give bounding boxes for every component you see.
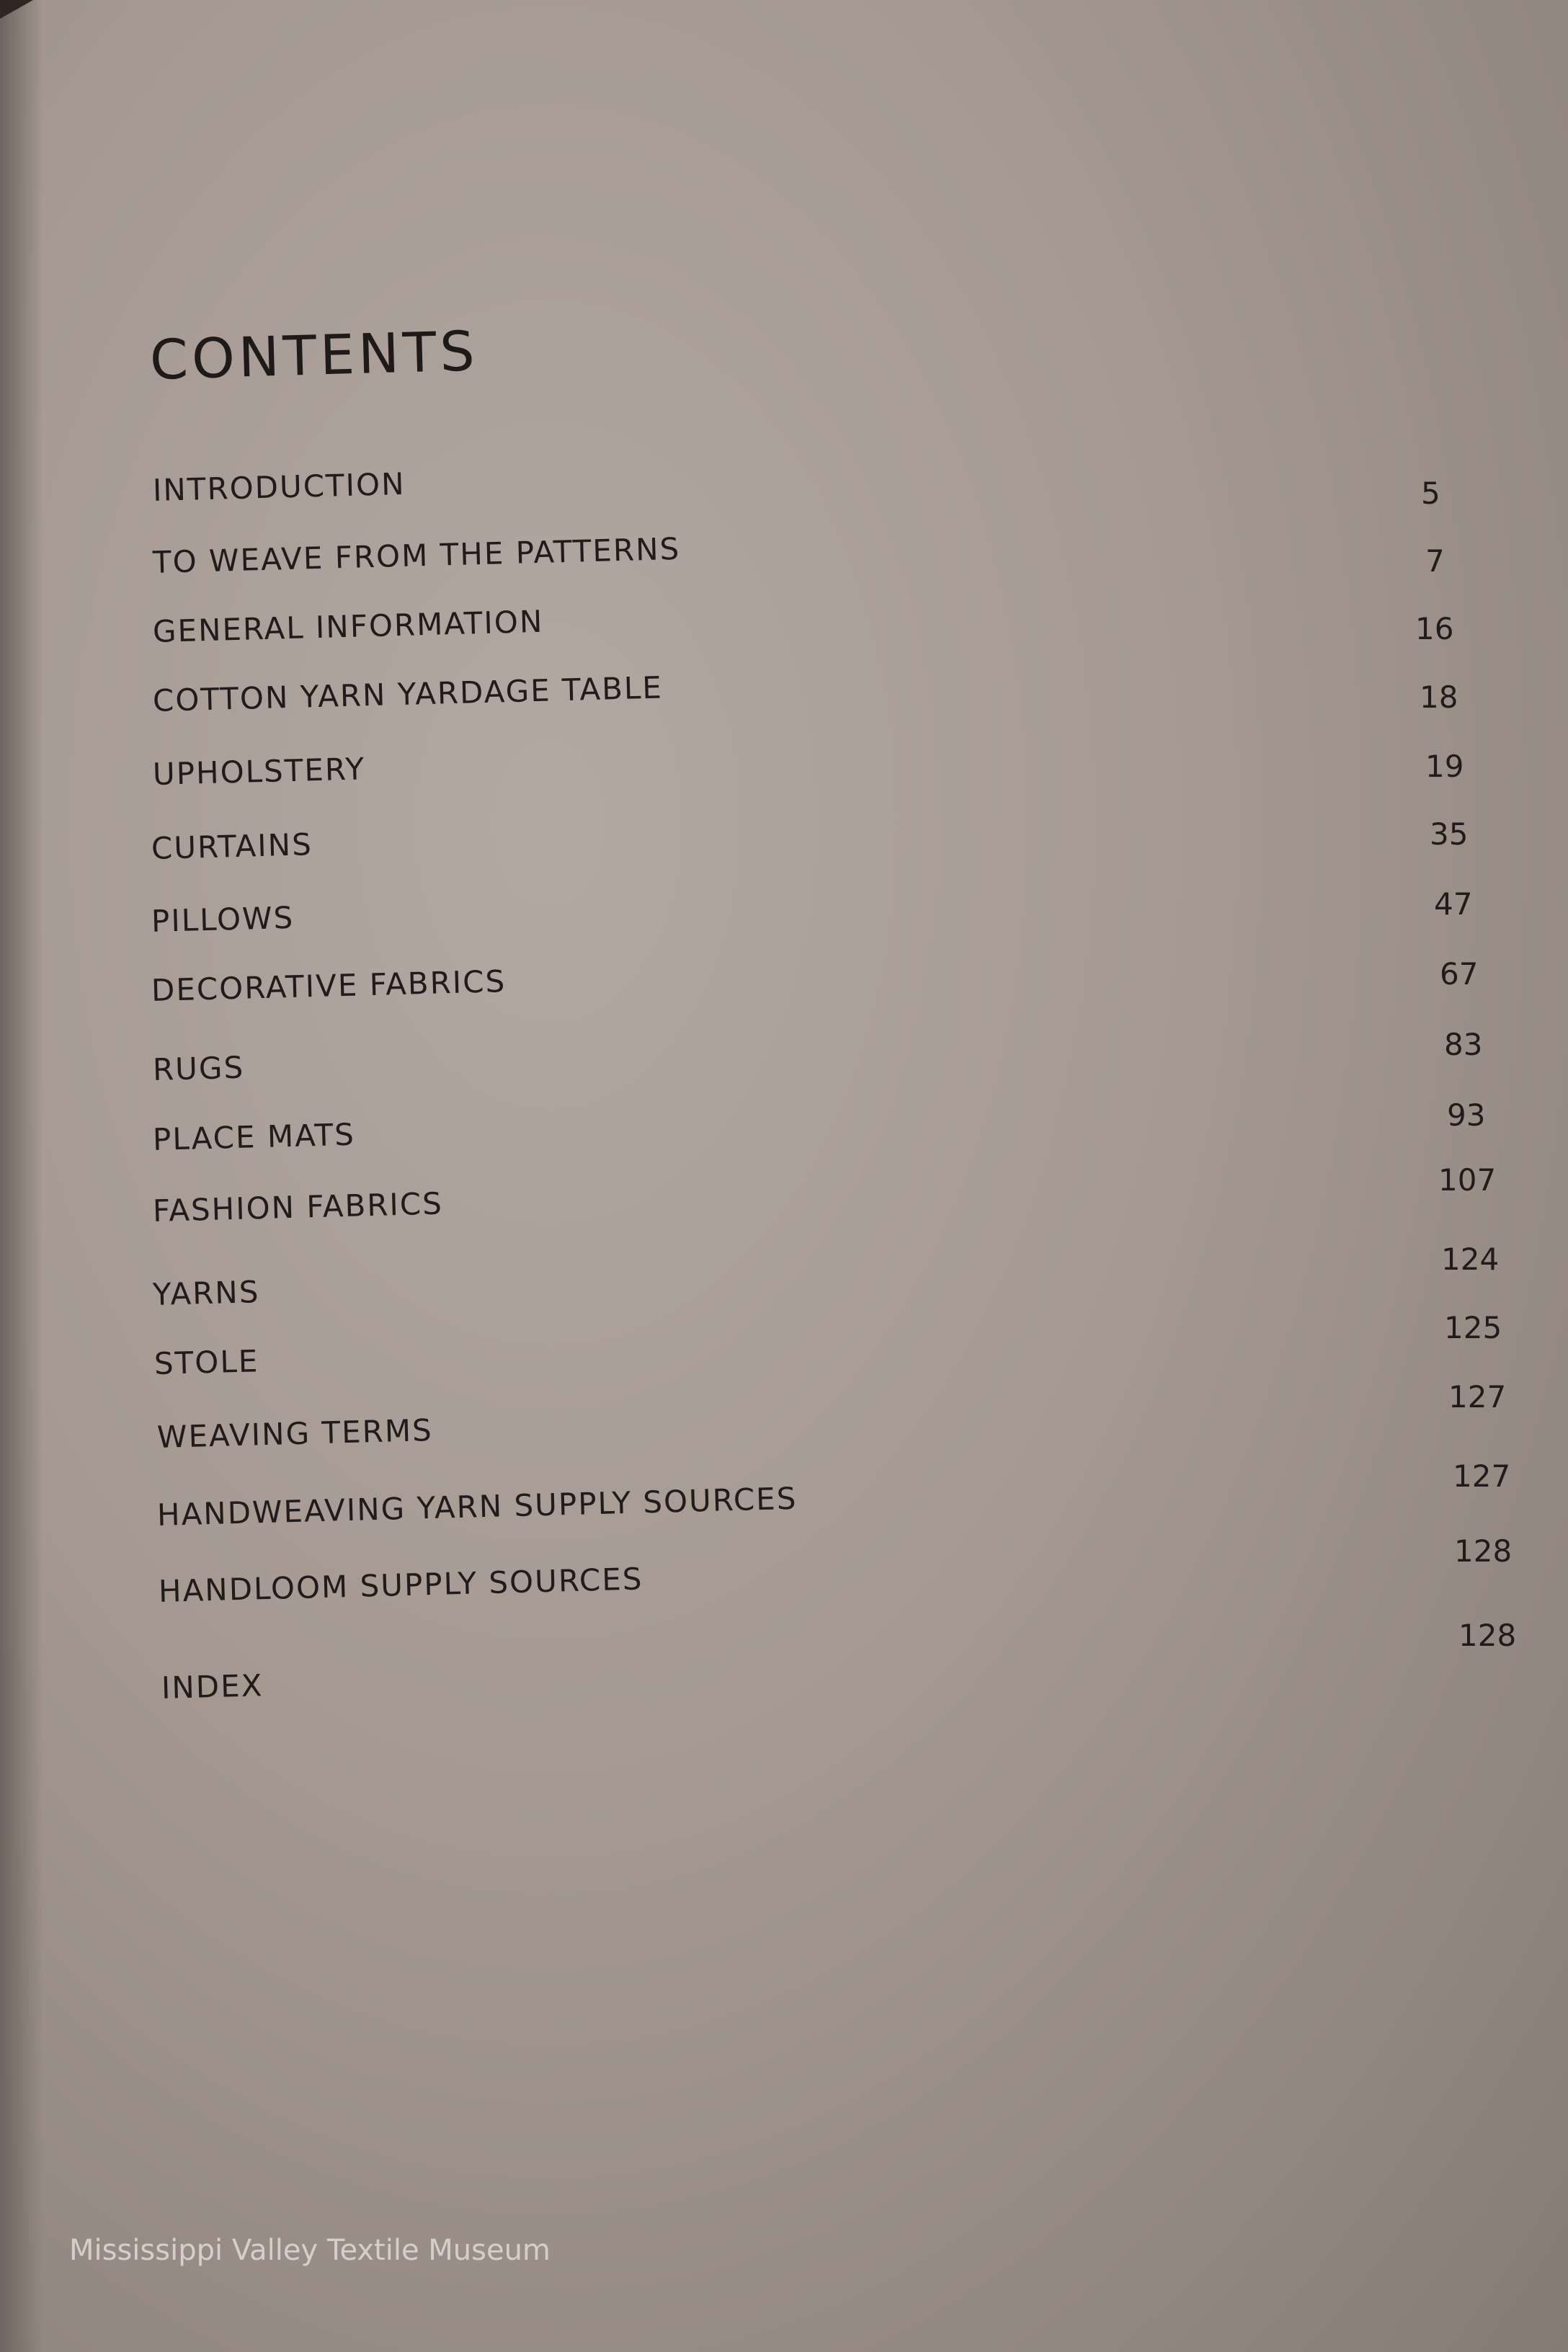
toc-entry-page: 93 [1447, 1097, 1486, 1133]
toc-entry-label: UPHOLSTERY [152, 751, 366, 792]
corner-mark [0, 0, 33, 19]
toc-entry-label: WEAVING TERMS [156, 1412, 434, 1455]
toc-entry-page: 19 [1425, 749, 1464, 784]
toc-entry-page: 47 [1434, 886, 1473, 922]
toc-entry-label: INTRODUCTION [152, 466, 406, 508]
toc-entry-label: YARNS [152, 1274, 260, 1312]
toc-entry-page: 18 [1420, 680, 1458, 715]
toc-entry-label: INDEX [161, 1667, 264, 1706]
toc-entry-label: RUGS [152, 1049, 245, 1087]
toc-entry-page: 128 [1458, 1618, 1517, 1653]
toc-entry-page: 127 [1453, 1458, 1511, 1494]
toc-entry-label: PILLOWS [151, 899, 295, 939]
toc-entry-page: 5 [1421, 476, 1440, 511]
toc-entry-page: 67 [1440, 956, 1479, 992]
toc-entry-label: DECORATIVE FABRICS [151, 963, 507, 1008]
museum-watermark: Mississippi Valley Textile Museum [69, 2234, 551, 2267]
page-edge-shadow [0, 0, 43, 2352]
toc-entry-page: 7 [1425, 543, 1445, 579]
toc-entry-page: 107 [1438, 1162, 1497, 1198]
toc-entry-page: 124 [1441, 1242, 1500, 1277]
toc-entry-page: 125 [1444, 1310, 1502, 1345]
toc-entry-page: 128 [1454, 1533, 1513, 1569]
toc-entry-label: HANDWEAVING YARN SUPPLY SOURCES [156, 1480, 798, 1533]
toc-entry-page: 83 [1444, 1027, 1483, 1062]
toc-entry-page: 127 [1448, 1379, 1507, 1415]
toc-entry-label: TO WEAVE FROM THE PATTERNS [152, 530, 681, 580]
contents-heading: CONTENTS [148, 318, 479, 392]
toc-entry-label: STOLE [153, 1343, 259, 1381]
toc-entry-label: COTTON YARN YARDAGE TABLE [152, 669, 664, 718]
toc-entry-label: CURTAINS [151, 827, 313, 866]
toc-entry-page: 16 [1415, 611, 1454, 646]
toc-entry-label: GENERAL INFORMATION [152, 603, 544, 649]
toc-entry-label: HANDLOOM SUPPLY SOURCES [158, 1561, 644, 1609]
toc-entry-label: PLACE MATS [152, 1116, 356, 1157]
toc-entry-page: 35 [1430, 816, 1469, 852]
toc-entry-label: FASHION FABRICS [152, 1185, 444, 1229]
